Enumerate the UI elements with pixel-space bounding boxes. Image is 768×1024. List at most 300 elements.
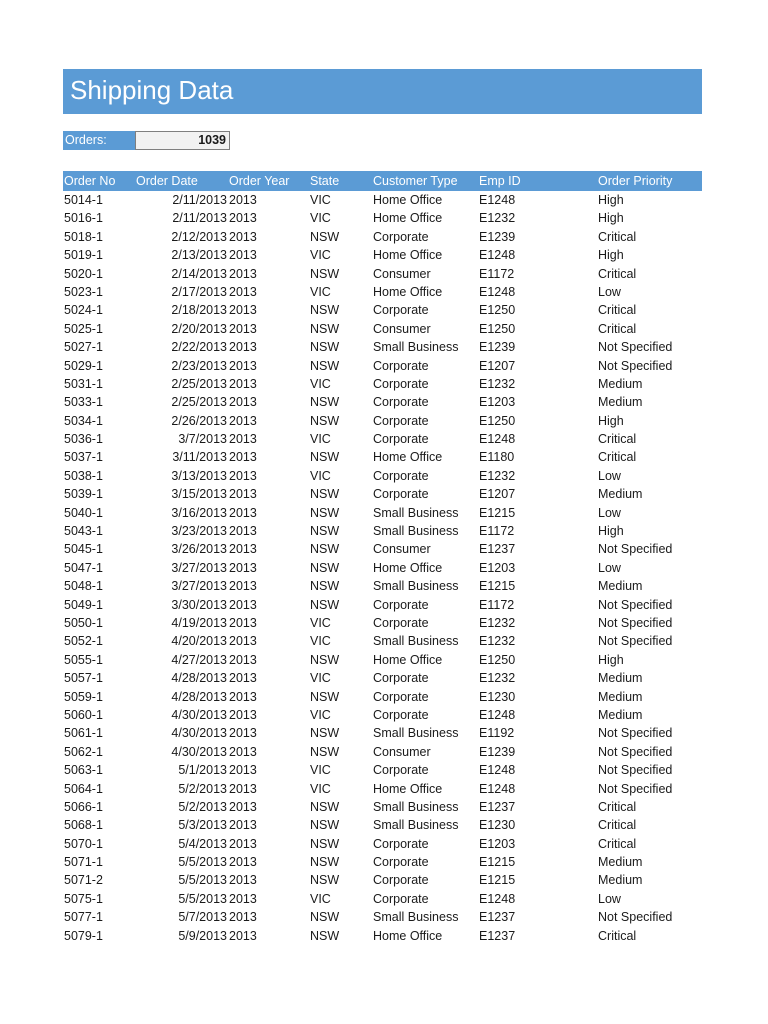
order-date-cell[interactable]: 5/5/2013 bbox=[178, 855, 227, 870]
customer-type-cell[interactable]: Corporate bbox=[373, 763, 429, 778]
order-priority-cell[interactable]: Critical bbox=[598, 836, 637, 851]
order-date-cell[interactable]: 5/9/2013 bbox=[178, 928, 227, 943]
column-header-order-year[interactable]: Order Year bbox=[229, 174, 290, 188]
order-year-cell[interactable]: 2013 bbox=[229, 487, 257, 502]
order-year-cell[interactable]: 2013 bbox=[229, 579, 257, 594]
order-no-cell[interactable]: 5018-1 bbox=[64, 229, 103, 244]
order-priority-cell[interactable]: Medium bbox=[598, 395, 643, 410]
order-no-cell[interactable]: 5039-1 bbox=[64, 487, 103, 502]
customer-type-cell[interactable]: Corporate bbox=[373, 468, 429, 483]
column-header-order-priority[interactable]: Order Priority bbox=[598, 174, 673, 188]
order-no-cell[interactable]: 5031-1 bbox=[64, 376, 103, 391]
order-date-cell[interactable]: 4/30/2013 bbox=[171, 726, 227, 741]
state-cell[interactable]: NSW bbox=[310, 818, 340, 833]
emp-id-cell[interactable]: E1232 bbox=[479, 634, 516, 649]
order-no-cell[interactable]: 5036-1 bbox=[64, 432, 103, 447]
order-priority-cell[interactable]: Not Specified bbox=[598, 340, 673, 355]
order-date-cell[interactable]: 4/30/2013 bbox=[171, 744, 227, 759]
column-header-customer-type[interactable]: Customer Type bbox=[373, 174, 458, 188]
state-cell[interactable]: VIC bbox=[310, 248, 331, 263]
order-no-cell[interactable]: 5057-1 bbox=[64, 671, 103, 686]
table-row[interactable] bbox=[63, 430, 702, 448]
emp-id-cell[interactable]: E1215 bbox=[479, 873, 516, 888]
customer-type-cell[interactable]: Consumer bbox=[373, 266, 431, 281]
order-date-cell[interactable]: 4/19/2013 bbox=[171, 615, 227, 630]
table-row[interactable] bbox=[63, 780, 702, 798]
state-cell[interactable]: NSW bbox=[310, 395, 340, 410]
order-year-cell[interactable]: 2013 bbox=[229, 634, 257, 649]
state-cell[interactable]: VIC bbox=[310, 468, 331, 483]
order-no-cell[interactable]: 5045-1 bbox=[64, 542, 103, 557]
emp-id-cell[interactable]: E1237 bbox=[479, 928, 516, 943]
table-row[interactable] bbox=[63, 706, 702, 724]
order-priority-cell[interactable]: Not Specified bbox=[598, 358, 673, 373]
customer-type-cell[interactable]: Home Office bbox=[373, 560, 443, 575]
state-cell[interactable]: VIC bbox=[310, 634, 331, 649]
customer-type-cell[interactable]: Small Business bbox=[373, 799, 459, 814]
customer-type-cell[interactable]: Small Business bbox=[373, 340, 459, 355]
emp-id-cell[interactable]: E1215 bbox=[479, 855, 516, 870]
order-date-cell[interactable]: 3/7/2013 bbox=[178, 432, 227, 447]
table-row[interactable] bbox=[63, 320, 702, 338]
table-row[interactable] bbox=[63, 485, 702, 503]
order-no-cell[interactable]: 5049-1 bbox=[64, 597, 103, 612]
emp-id-cell[interactable]: E1230 bbox=[479, 689, 516, 704]
table-row[interactable] bbox=[63, 816, 702, 834]
emp-id-cell[interactable]: E1250 bbox=[479, 303, 516, 318]
table-row[interactable] bbox=[63, 522, 702, 540]
table-row[interactable] bbox=[63, 577, 702, 595]
customer-type-cell[interactable]: Corporate bbox=[373, 358, 429, 373]
state-cell[interactable]: NSW bbox=[310, 726, 340, 741]
state-cell[interactable]: VIC bbox=[310, 211, 331, 226]
order-date-cell[interactable]: 2/22/2013 bbox=[171, 340, 227, 355]
order-priority-cell[interactable]: Medium bbox=[598, 579, 643, 594]
order-priority-cell[interactable]: Not Specified bbox=[598, 726, 673, 741]
order-year-cell[interactable]: 2013 bbox=[229, 450, 257, 465]
order-priority-cell[interactable]: Medium bbox=[598, 376, 643, 391]
table-row[interactable] bbox=[63, 798, 702, 816]
customer-type-cell[interactable]: Consumer bbox=[373, 744, 431, 759]
emp-id-cell[interactable]: E1172 bbox=[479, 266, 515, 281]
customer-type-cell[interactable]: Home Office bbox=[373, 928, 443, 943]
order-date-cell[interactable]: 4/28/2013 bbox=[171, 689, 227, 704]
customer-type-cell[interactable]: Corporate bbox=[373, 855, 429, 870]
order-year-cell[interactable]: 2013 bbox=[229, 321, 257, 336]
order-year-cell[interactable]: 2013 bbox=[229, 744, 257, 759]
order-date-cell[interactable]: 2/17/2013 bbox=[171, 284, 227, 299]
customer-type-cell[interactable]: Small Business bbox=[373, 818, 459, 833]
order-year-cell[interactable]: 2013 bbox=[229, 689, 257, 704]
customer-type-cell[interactable]: Corporate bbox=[373, 891, 429, 906]
emp-id-cell[interactable]: E1248 bbox=[479, 193, 516, 207]
order-year-cell[interactable]: 2013 bbox=[229, 193, 257, 207]
emp-id-cell[interactable]: E1250 bbox=[479, 652, 516, 667]
column-header-state[interactable]: State bbox=[310, 174, 340, 188]
order-year-cell[interactable]: 2013 bbox=[229, 873, 257, 888]
order-no-cell[interactable]: 5079-1 bbox=[64, 928, 103, 943]
emp-id-cell[interactable]: E1215 bbox=[479, 579, 516, 594]
state-cell[interactable]: NSW bbox=[310, 542, 340, 557]
order-priority-cell[interactable]: Not Specified bbox=[598, 763, 673, 778]
order-date-cell[interactable]: 3/15/2013 bbox=[171, 487, 227, 502]
customer-type-cell[interactable]: Consumer bbox=[373, 321, 431, 336]
table-row[interactable] bbox=[63, 632, 702, 650]
order-no-cell[interactable]: 5071-2 bbox=[64, 873, 103, 888]
emp-id-cell[interactable]: E1237 bbox=[479, 910, 516, 925]
order-priority-cell[interactable]: Medium bbox=[598, 707, 643, 722]
order-no-cell[interactable]: 5059-1 bbox=[64, 689, 103, 704]
customer-type-cell[interactable]: Corporate bbox=[373, 873, 429, 888]
emp-id-cell[interactable]: E1248 bbox=[479, 284, 516, 299]
order-priority-cell[interactable]: Critical bbox=[598, 450, 637, 465]
order-year-cell[interactable]: 2013 bbox=[229, 468, 257, 483]
order-no-cell[interactable]: 5070-1 bbox=[64, 836, 103, 851]
order-priority-cell[interactable]: High bbox=[598, 211, 624, 226]
order-date-cell[interactable]: 2/25/2013 bbox=[171, 395, 227, 410]
table-row[interactable] bbox=[63, 724, 702, 742]
table-row[interactable] bbox=[63, 688, 702, 706]
order-no-cell[interactable]: 5023-1 bbox=[64, 284, 103, 299]
state-cell[interactable]: NSW bbox=[310, 873, 340, 888]
order-no-cell[interactable]: 5064-1 bbox=[64, 781, 103, 796]
state-cell[interactable]: VIC bbox=[310, 615, 331, 630]
emp-id-cell[interactable]: E1232 bbox=[479, 376, 516, 391]
order-priority-cell[interactable]: Medium bbox=[598, 873, 643, 888]
table-row[interactable] bbox=[63, 853, 702, 871]
order-no-cell[interactable]: 5014-1 bbox=[64, 193, 103, 207]
state-cell[interactable]: NSW bbox=[310, 652, 340, 667]
order-date-cell[interactable]: 4/20/2013 bbox=[171, 634, 227, 649]
order-year-cell[interactable]: 2013 bbox=[229, 229, 257, 244]
customer-type-cell[interactable]: Corporate bbox=[373, 432, 429, 447]
state-cell[interactable]: VIC bbox=[310, 763, 331, 778]
customer-type-cell[interactable]: Small Business bbox=[373, 524, 459, 539]
order-year-cell[interactable]: 2013 bbox=[229, 542, 257, 557]
order-date-cell[interactable]: 2/20/2013 bbox=[171, 321, 227, 336]
order-date-cell[interactable]: 2/11/2013 bbox=[172, 211, 227, 226]
order-priority-cell[interactable]: Low bbox=[598, 284, 621, 299]
order-date-cell[interactable]: 2/14/2013 bbox=[171, 266, 227, 281]
order-date-cell[interactable]: 4/27/2013 bbox=[171, 652, 227, 667]
order-year-cell[interactable]: 2013 bbox=[229, 358, 257, 373]
order-date-cell[interactable]: 2/11/2013 bbox=[172, 193, 227, 207]
order-priority-cell[interactable]: High bbox=[598, 248, 624, 263]
order-no-cell[interactable]: 5055-1 bbox=[64, 652, 103, 667]
order-no-cell[interactable]: 5052-1 bbox=[64, 634, 103, 649]
customer-type-cell[interactable]: Home Office bbox=[373, 248, 443, 263]
order-priority-cell[interactable]: Medium bbox=[598, 689, 643, 704]
order-priority-cell[interactable]: High bbox=[598, 524, 624, 539]
order-year-cell[interactable]: 2013 bbox=[229, 781, 257, 796]
emp-id-cell[interactable]: E1248 bbox=[479, 707, 516, 722]
state-cell[interactable]: NSW bbox=[310, 229, 340, 244]
order-priority-cell[interactable]: Low bbox=[598, 560, 621, 575]
order-date-cell[interactable]: 5/5/2013 bbox=[178, 873, 227, 888]
state-cell[interactable]: NSW bbox=[310, 450, 340, 465]
customer-type-cell[interactable]: Home Office bbox=[373, 781, 443, 796]
order-priority-cell[interactable]: High bbox=[598, 413, 624, 428]
table-row[interactable] bbox=[63, 890, 702, 908]
emp-id-cell[interactable]: E1172 bbox=[479, 597, 515, 612]
order-date-cell[interactable]: 4/30/2013 bbox=[171, 707, 227, 722]
state-cell[interactable]: NSW bbox=[310, 579, 340, 594]
customer-type-cell[interactable]: Corporate bbox=[373, 229, 429, 244]
order-year-cell[interactable]: 2013 bbox=[229, 910, 257, 925]
customer-type-cell[interactable]: Corporate bbox=[373, 413, 429, 428]
order-year-cell[interactable]: 2013 bbox=[229, 891, 257, 906]
state-cell[interactable]: VIC bbox=[310, 707, 331, 722]
state-cell[interactable]: NSW bbox=[310, 505, 340, 520]
order-year-cell[interactable]: 2013 bbox=[229, 928, 257, 943]
order-date-cell[interactable]: 3/23/2013 bbox=[171, 524, 227, 539]
emp-id-cell[interactable]: E1203 bbox=[479, 395, 516, 410]
order-no-cell[interactable]: 5060-1 bbox=[64, 707, 103, 722]
order-no-cell[interactable]: 5050-1 bbox=[64, 615, 103, 630]
state-cell[interactable]: NSW bbox=[310, 928, 340, 943]
order-no-cell[interactable]: 5038-1 bbox=[64, 468, 103, 483]
column-header-order-no[interactable]: Order No bbox=[64, 174, 116, 188]
customer-type-cell[interactable]: Corporate bbox=[373, 303, 429, 318]
customer-type-cell[interactable]: Corporate bbox=[373, 395, 429, 410]
order-no-cell[interactable]: 5016-1 bbox=[64, 211, 103, 226]
state-cell[interactable]: NSW bbox=[310, 836, 340, 851]
order-priority-cell[interactable]: High bbox=[598, 652, 624, 667]
order-year-cell[interactable]: 2013 bbox=[229, 560, 257, 575]
table-row[interactable] bbox=[63, 209, 702, 227]
table-row[interactable] bbox=[63, 871, 702, 889]
customer-type-cell[interactable]: Corporate bbox=[373, 615, 429, 630]
order-year-cell[interactable]: 2013 bbox=[229, 432, 257, 447]
order-date-cell[interactable]: 5/2/2013 bbox=[178, 799, 227, 814]
column-header-order-date[interactable]: Order Date bbox=[136, 174, 198, 188]
order-date-cell[interactable]: 2/13/2013 bbox=[171, 248, 227, 263]
emp-id-cell[interactable]: E1248 bbox=[479, 248, 516, 263]
table-row[interactable] bbox=[63, 467, 702, 485]
customer-type-cell[interactable]: Consumer bbox=[373, 542, 431, 557]
state-cell[interactable]: NSW bbox=[310, 910, 340, 925]
order-priority-cell[interactable]: Medium bbox=[598, 855, 643, 870]
emp-id-cell[interactable]: E1203 bbox=[479, 836, 516, 851]
order-priority-cell[interactable]: Critical bbox=[598, 928, 637, 943]
order-year-cell[interactable]: 2013 bbox=[229, 707, 257, 722]
order-no-cell[interactable]: 5061-1 bbox=[64, 726, 103, 741]
state-cell[interactable]: NSW bbox=[310, 689, 340, 704]
table-row[interactable] bbox=[63, 338, 702, 356]
order-no-cell[interactable]: 5063-1 bbox=[64, 763, 103, 778]
state-cell[interactable]: VIC bbox=[310, 671, 331, 686]
customer-type-cell[interactable]: Home Office bbox=[373, 211, 443, 226]
order-year-cell[interactable]: 2013 bbox=[229, 615, 257, 630]
order-year-cell[interactable]: 2013 bbox=[229, 376, 257, 391]
order-priority-cell[interactable]: Critical bbox=[598, 799, 637, 814]
order-year-cell[interactable]: 2013 bbox=[229, 671, 257, 686]
table-row[interactable] bbox=[63, 651, 702, 669]
order-priority-cell[interactable]: Critical bbox=[598, 266, 637, 281]
state-cell[interactable]: NSW bbox=[310, 340, 340, 355]
order-date-cell[interactable]: 3/27/2013 bbox=[171, 560, 227, 575]
order-priority-cell[interactable]: Critical bbox=[598, 303, 637, 318]
order-priority-cell[interactable]: Critical bbox=[598, 818, 637, 833]
table-row[interactable] bbox=[63, 301, 702, 319]
emp-id-cell[interactable]: E1250 bbox=[479, 413, 516, 428]
table-row[interactable] bbox=[63, 540, 702, 558]
order-priority-cell[interactable]: Critical bbox=[598, 321, 637, 336]
table-row[interactable] bbox=[63, 908, 702, 926]
order-year-cell[interactable]: 2013 bbox=[229, 211, 257, 226]
emp-id-cell[interactable]: E1248 bbox=[479, 891, 516, 906]
table-row[interactable] bbox=[63, 228, 702, 246]
order-year-cell[interactable]: 2013 bbox=[229, 413, 257, 428]
order-year-cell[interactable]: 2013 bbox=[229, 340, 257, 355]
customer-type-cell[interactable]: Home Office bbox=[373, 450, 443, 465]
table-row[interactable] bbox=[63, 412, 702, 430]
table-row[interactable] bbox=[63, 614, 702, 632]
state-cell[interactable]: VIC bbox=[310, 781, 331, 796]
order-no-cell[interactable]: 5048-1 bbox=[64, 579, 103, 594]
order-no-cell[interactable]: 5034-1 bbox=[64, 413, 103, 428]
emp-id-cell[interactable]: E1250 bbox=[479, 321, 516, 336]
table-row[interactable] bbox=[63, 927, 702, 945]
state-cell[interactable]: NSW bbox=[310, 597, 340, 612]
order-year-cell[interactable]: 2013 bbox=[229, 505, 257, 520]
order-date-cell[interactable]: 2/26/2013 bbox=[171, 413, 227, 428]
order-no-cell[interactable]: 5033-1 bbox=[64, 395, 103, 410]
customer-type-cell[interactable]: Small Business bbox=[373, 634, 459, 649]
emp-id-cell[interactable]: E1239 bbox=[479, 229, 516, 244]
customer-type-cell[interactable]: Corporate bbox=[373, 707, 429, 722]
table-row[interactable] bbox=[63, 393, 702, 411]
order-no-cell[interactable]: 5025-1 bbox=[64, 321, 103, 336]
order-date-cell[interactable]: 4/28/2013 bbox=[171, 671, 227, 686]
customer-type-cell[interactable]: Home Office bbox=[373, 652, 443, 667]
order-year-cell[interactable]: 2013 bbox=[229, 799, 257, 814]
emp-id-cell[interactable]: E1248 bbox=[479, 763, 516, 778]
order-date-cell[interactable]: 3/13/2013 bbox=[171, 468, 227, 483]
order-date-cell[interactable]: 5/3/2013 bbox=[178, 818, 227, 833]
table-row[interactable] bbox=[63, 375, 702, 393]
order-no-cell[interactable]: 5075-1 bbox=[64, 891, 103, 906]
order-date-cell[interactable]: 2/12/2013 bbox=[171, 229, 227, 244]
table-row[interactable] bbox=[63, 743, 702, 761]
customer-type-cell[interactable]: Small Business bbox=[373, 579, 459, 594]
order-no-cell[interactable]: 5027-1 bbox=[64, 340, 103, 355]
order-date-cell[interactable]: 5/4/2013 bbox=[178, 836, 227, 851]
customer-type-cell[interactable]: Small Business bbox=[373, 505, 459, 520]
order-date-cell[interactable]: 5/1/2013 bbox=[178, 763, 227, 778]
customer-type-cell[interactable]: Corporate bbox=[373, 597, 429, 612]
order-no-cell[interactable]: 5066-1 bbox=[64, 799, 103, 814]
order-priority-cell[interactable]: Low bbox=[598, 891, 621, 906]
order-priority-cell[interactable]: Not Specified bbox=[598, 597, 673, 612]
table-row[interactable] bbox=[63, 265, 702, 283]
order-priority-cell[interactable]: Critical bbox=[598, 432, 637, 447]
state-cell[interactable]: NSW bbox=[310, 560, 340, 575]
order-year-cell[interactable]: 2013 bbox=[229, 818, 257, 833]
emp-id-cell[interactable]: E1232 bbox=[479, 468, 516, 483]
table-row[interactable] bbox=[63, 761, 702, 779]
emp-id-cell[interactable]: E1180 bbox=[479, 450, 515, 465]
order-date-cell[interactable]: 3/16/2013 bbox=[171, 505, 227, 520]
customer-type-cell[interactable]: Home Office bbox=[373, 193, 443, 207]
customer-type-cell[interactable]: Small Business bbox=[373, 910, 459, 925]
order-no-cell[interactable]: 5047-1 bbox=[64, 560, 103, 575]
customer-type-cell[interactable]: Corporate bbox=[373, 376, 429, 391]
order-priority-cell[interactable]: Not Specified bbox=[598, 781, 673, 796]
emp-id-cell[interactable]: E1207 bbox=[479, 358, 516, 373]
table-row[interactable] bbox=[63, 559, 702, 577]
order-date-cell[interactable]: 3/26/2013 bbox=[171, 542, 227, 557]
order-no-cell[interactable]: 5077-1 bbox=[64, 910, 103, 925]
table-row[interactable] bbox=[63, 448, 702, 466]
order-date-cell[interactable]: 3/30/2013 bbox=[171, 597, 227, 612]
customer-type-cell[interactable]: Corporate bbox=[373, 487, 429, 502]
table-row[interactable] bbox=[63, 669, 702, 687]
order-date-cell[interactable]: 2/25/2013 bbox=[171, 376, 227, 391]
state-cell[interactable]: NSW bbox=[310, 413, 340, 428]
order-no-cell[interactable]: 5040-1 bbox=[64, 505, 103, 520]
order-no-cell[interactable]: 5029-1 bbox=[64, 358, 103, 373]
order-year-cell[interactable]: 2013 bbox=[229, 855, 257, 870]
order-date-cell[interactable]: 3/11/2013 bbox=[172, 450, 227, 465]
state-cell[interactable]: VIC bbox=[310, 193, 331, 207]
order-year-cell[interactable]: 2013 bbox=[229, 395, 257, 410]
order-no-cell[interactable]: 5037-1 bbox=[64, 450, 103, 465]
table-row[interactable] bbox=[63, 835, 702, 853]
emp-id-cell[interactable]: E1239 bbox=[479, 340, 516, 355]
table-row[interactable] bbox=[63, 596, 702, 614]
customer-type-cell[interactable]: Small Business bbox=[373, 726, 459, 741]
state-cell[interactable]: NSW bbox=[310, 799, 340, 814]
state-cell[interactable]: NSW bbox=[310, 744, 340, 759]
emp-id-cell[interactable]: E1232 bbox=[479, 615, 516, 630]
state-cell[interactable]: NSW bbox=[310, 524, 340, 539]
table-row[interactable] bbox=[63, 246, 702, 264]
order-date-cell[interactable]: 2/18/2013 bbox=[171, 303, 227, 318]
order-year-cell[interactable]: 2013 bbox=[229, 597, 257, 612]
order-date-cell[interactable]: 5/5/2013 bbox=[178, 891, 227, 906]
order-no-cell[interactable]: 5043-1 bbox=[64, 524, 103, 539]
order-priority-cell[interactable]: Not Specified bbox=[598, 542, 673, 557]
order-no-cell[interactable]: 5062-1 bbox=[64, 744, 103, 759]
order-priority-cell[interactable]: Not Specified bbox=[598, 615, 673, 630]
emp-id-cell[interactable]: E1248 bbox=[479, 781, 516, 796]
state-cell[interactable]: NSW bbox=[310, 487, 340, 502]
customer-type-cell[interactable]: Corporate bbox=[373, 671, 429, 686]
customer-type-cell[interactable]: Corporate bbox=[373, 836, 429, 851]
order-no-cell[interactable]: 5024-1 bbox=[64, 303, 103, 318]
order-year-cell[interactable]: 2013 bbox=[229, 524, 257, 539]
state-cell[interactable]: NSW bbox=[310, 303, 340, 318]
order-priority-cell[interactable]: Not Specified bbox=[598, 744, 673, 759]
order-date-cell[interactable]: 3/27/2013 bbox=[171, 579, 227, 594]
emp-id-cell[interactable]: E1232 bbox=[479, 671, 516, 686]
emp-id-cell[interactable]: E1232 bbox=[479, 211, 516, 226]
order-year-cell[interactable]: 2013 bbox=[229, 652, 257, 667]
table-row[interactable] bbox=[63, 357, 702, 375]
order-priority-cell[interactable]: Not Specified bbox=[598, 910, 673, 925]
order-priority-cell[interactable]: Medium bbox=[598, 671, 643, 686]
state-cell[interactable]: VIC bbox=[310, 284, 331, 299]
order-priority-cell[interactable]: Low bbox=[598, 468, 621, 483]
order-date-cell[interactable]: 5/2/2013 bbox=[178, 781, 227, 796]
order-no-cell[interactable]: 5071-1 bbox=[64, 855, 103, 870]
order-priority-cell[interactable]: Critical bbox=[598, 229, 637, 244]
customer-type-cell[interactable]: Home Office bbox=[373, 284, 443, 299]
order-priority-cell[interactable]: High bbox=[598, 193, 624, 207]
state-cell[interactable]: NSW bbox=[310, 266, 340, 281]
emp-id-cell[interactable]: E1248 bbox=[479, 432, 516, 447]
